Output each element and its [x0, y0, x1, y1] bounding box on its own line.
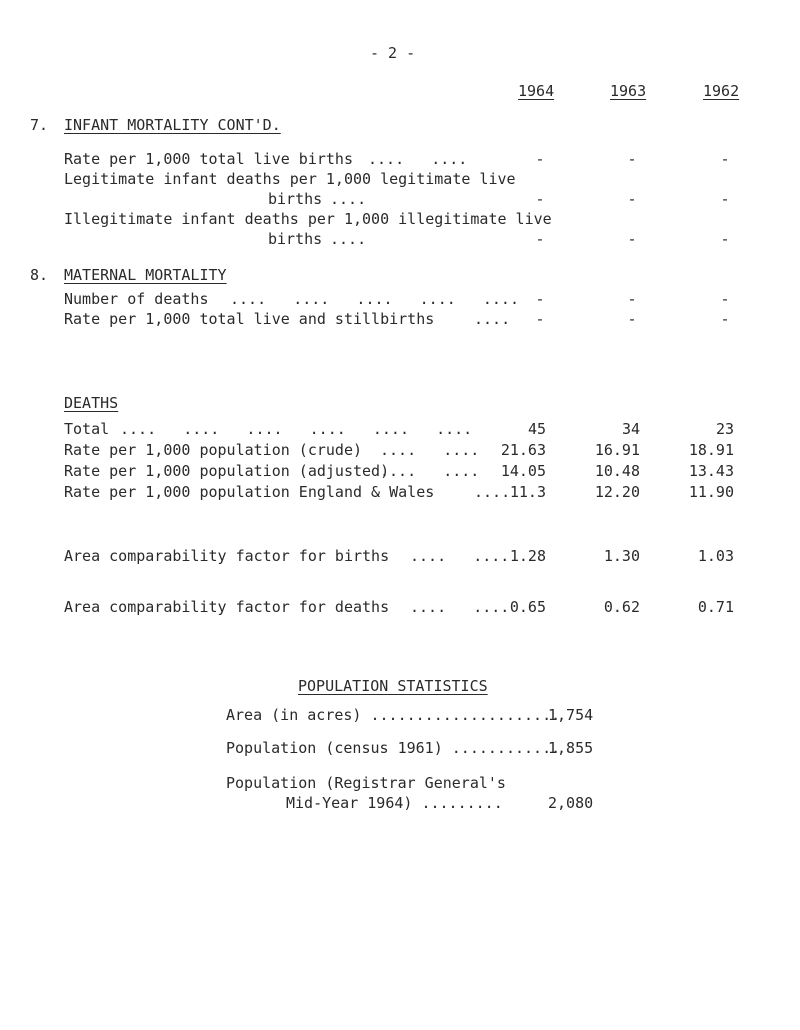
crude-rate-dots: .... ....: [380, 441, 480, 459]
infant-rate-dots: .... ....: [368, 150, 468, 168]
births-factor-1962: 1.03: [697, 547, 734, 565]
section-8-number: 8.: [30, 266, 49, 284]
area-acres-value: 1,754: [548, 706, 594, 724]
infant-rate-1964: -: [535, 150, 545, 168]
deaths-total-1964: 45: [527, 420, 546, 438]
ew-rate-1964: 11.3: [509, 483, 546, 501]
maternal-deaths-dots: .... .... .... .... ....: [230, 290, 519, 308]
registrar-label-2: Mid-Year 1964) .........: [286, 794, 503, 812]
maternal-rate-1964: -: [535, 310, 545, 328]
registrar-value: 2,080: [548, 794, 594, 812]
births-factor-1963: 1.30: [603, 547, 640, 565]
infant-rate-1962: -: [720, 150, 730, 168]
adjusted-rate-label: Rate per 1,000 population (adjusted): [64, 462, 390, 480]
page-number: - 2 -: [370, 44, 416, 62]
maternal-rate-1963: -: [627, 310, 637, 328]
registrar-label-1: Population (Registrar General's: [226, 774, 506, 792]
illegit-1964: -: [535, 230, 545, 248]
births-factor-dots: .... ....: [410, 547, 510, 565]
crude-rate-1964: 21.63: [500, 441, 546, 459]
infant-rate-1963: -: [627, 150, 637, 168]
legit-1963: -: [627, 190, 637, 208]
births-factor-1964: 1.28: [509, 547, 546, 565]
deaths-total-1963: 34: [621, 420, 640, 438]
section-8-title: MATERNAL MORTALITY: [64, 266, 227, 284]
population-title: POPULATION STATISTICS: [298, 677, 488, 695]
crude-rate-1963: 16.91: [594, 441, 640, 459]
maternal-deaths-1963: -: [627, 290, 637, 308]
census-label: Population (census 1961) ............: [226, 739, 561, 757]
maternal-deaths-label: Number of deaths: [64, 290, 209, 308]
deaths-factor-label: Area comparability factor for deaths: [64, 598, 390, 616]
illegit-1962: -: [720, 230, 730, 248]
ew-rate-1962: 11.90: [688, 483, 734, 501]
infant-rate-label: Rate per 1,000 total live births: [64, 150, 353, 168]
deaths-total-1962: 23: [715, 420, 734, 438]
deaths-factor-1962: 0.71: [697, 598, 734, 616]
adjusted-rate-1963: 10.48: [594, 462, 640, 480]
year-header-1964: 1964: [518, 82, 555, 100]
area-acres-label: Area (in acres) .....................: [226, 706, 561, 724]
maternal-deaths-1964: -: [535, 290, 545, 308]
births-factor-label: Area comparability factor for births: [64, 547, 390, 565]
ew-rate-dots: ....: [474, 483, 511, 501]
legit-label-2: births: [268, 190, 323, 208]
adjusted-rate-dots: .... ....: [380, 462, 480, 480]
legit-dots: ....: [330, 190, 367, 208]
deaths-title: DEATHS: [64, 394, 119, 412]
maternal-deaths-1962: -: [720, 290, 730, 308]
legit-1962: -: [720, 190, 730, 208]
legit-1964: -: [535, 190, 545, 208]
deaths-factor-dots: .... ....: [410, 598, 510, 616]
illegit-dots: ....: [330, 230, 367, 248]
year-header-1962: 1962: [703, 82, 740, 100]
maternal-rate-1962: -: [720, 310, 730, 328]
section-7-title: INFANT MORTALITY CONT'D.: [64, 116, 281, 134]
section-7-number: 7.: [30, 116, 49, 134]
ew-rate-1963: 12.20: [594, 483, 640, 501]
deaths-total-dots: .... .... .... .... .... ....: [120, 420, 473, 438]
census-value: 1,855: [548, 739, 594, 757]
ew-rate-label: Rate per 1,000 population England & Wales: [64, 483, 435, 501]
maternal-rate-dots: ....: [474, 310, 511, 328]
legit-label: Legitimate infant deaths per 1,000 legitimate live: [64, 170, 516, 188]
deaths-factor-1964: 0.65: [509, 598, 546, 616]
adjusted-rate-1964: 14.05: [500, 462, 546, 480]
maternal-rate-label: Rate per 1,000 total live and stillbirths: [64, 310, 435, 328]
deaths-total-label: Total: [64, 420, 110, 438]
adjusted-rate-1962: 13.43: [688, 462, 734, 480]
crude-rate-1962: 18.91: [688, 441, 734, 459]
year-header-1963: 1963: [610, 82, 647, 100]
deaths-factor-1963: 0.62: [603, 598, 640, 616]
illegit-label: Illegitimate infant deaths per 1,000 illegitimate live: [64, 210, 552, 228]
illegit-label-2: births: [268, 230, 323, 248]
crude-rate-label: Rate per 1,000 population (crude): [64, 441, 363, 459]
illegit-1963: -: [627, 230, 637, 248]
